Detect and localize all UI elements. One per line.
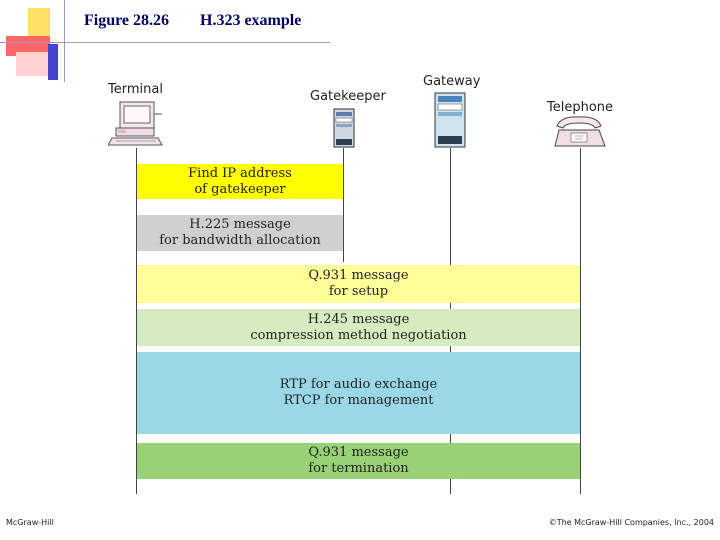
message-band-h245 [137,309,580,346]
corner-vertical-line [64,0,65,82]
message-line-2: for bandwidth allocation [159,233,321,248]
message-band-find-ip [137,164,343,199]
message-line-2: for termination [308,461,409,476]
gateway-server-icon [434,92,466,148]
message-band-q931-setup [137,265,580,303]
computer-icon [108,100,164,148]
gatekeeper-label: Gatekeeper [310,89,386,104]
corner-square-pink [16,52,50,76]
message-line-1: H.245 message [307,311,410,327]
telephone-lifeline [580,148,581,494]
terminal-label: Terminal [108,82,163,97]
telephone-icon [553,114,607,150]
gatekeeper-lifeline [343,148,344,262]
message-line-2: compression method negotiation [250,327,467,343]
footer-publisher: McGraw-Hill [6,518,54,527]
footer-copyright: ©The McGraw-Hill Companies, Inc., 2004 [548,518,714,527]
message-line-2: RTCP for management [283,393,434,408]
telephone-label: Telephone [547,100,614,115]
message-line-2: of gatekeeper [194,181,286,197]
corner-horizontal-line [0,42,330,43]
message-line-1: Q.931 message [308,268,409,283]
message-band-rtp [137,352,580,434]
message-line-2: for setup [328,284,389,299]
gatekeeper-server-icon [333,108,355,148]
message-line-1: Find IP address [188,165,292,181]
figure-label: Figure 28.26 [84,12,170,29]
gateway-label: Gateway [423,74,481,89]
message-line-1: Q.931 message [308,445,409,460]
message-line-1: H.225 message [189,217,291,232]
message-band-q931-termination [137,443,580,479]
figure-title: H.323 example [200,12,302,29]
corner-square-blue [48,44,58,80]
message-band-h225 [137,215,343,251]
message-line-1: RTP for audio exchange [279,377,438,392]
